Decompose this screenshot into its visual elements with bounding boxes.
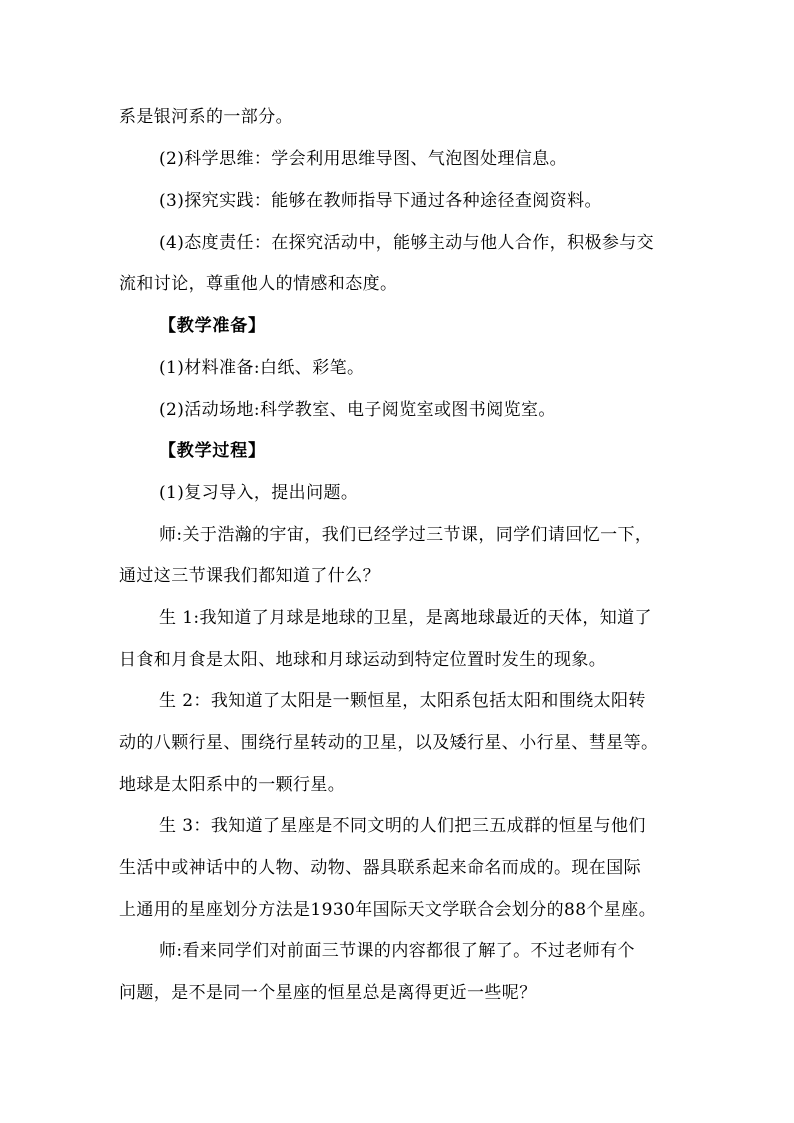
text-line: 地球是太阳系中的一颗行星。: [119, 775, 346, 795]
text-line: (3)探究实践：能够在教师指导下通过各种途径查阅资料。: [159, 191, 602, 211]
text-line: 师:看来同学们对前面三节课的内容都很了解了。不过老师有个: [159, 941, 635, 961]
text-line: 上通用的星座划分方法是1930年国际天文学联合会划分的88个星座。: [119, 900, 657, 920]
text-line: (4)态度责任：在探究活动中，能够主动与他人合作，积极参与交: [159, 233, 655, 253]
text-line: (1)材料准备:白纸、彩笔。: [159, 358, 365, 378]
text-line: 系是银河系的一部分。: [119, 107, 293, 127]
text-line: 动的八颗行星、围绕行星转动的卫星，以及矮行星、小行星、彗星等。: [119, 733, 659, 753]
text-line: 流和讨论，尊重他人的情感和态度。: [119, 274, 398, 294]
text-line: 生 1:我知道了月球是地球的卫星，是离地球最近的天体，知道了: [159, 608, 652, 628]
text-line: 生活中或神话中的人物、动物、器具联系起来命名而成的。现在国际: [119, 858, 641, 878]
text-line: 师:关于浩瀚的宇宙，我们已经学过三节课，同学们请回忆一下，: [159, 525, 653, 545]
text-line: (1)复习导入，提出问题。: [159, 483, 359, 503]
text-line: 问题，是不是同一个星座的恒星总是离得更近一些呢？: [119, 983, 537, 1003]
section-heading: 【教学准备】: [159, 316, 266, 336]
text-line: 生 2：我知道了太阳是一颗恒星，太阳系包括太阳和围绕太阳转: [159, 691, 646, 711]
section-heading: 【教学过程】: [159, 441, 266, 461]
text-line: 通过这三节课我们都知道了什么？: [119, 566, 380, 586]
text-line: 生 3：我知道了星座是不同文明的人们把三五成群的恒星与他们: [159, 816, 646, 836]
text-line: (2)活动场地:科学教室、电子阅览室或图书阅览室。: [159, 400, 556, 420]
text-line: (2)科学思维：学会利用思维导图、气泡图处理信息。: [159, 149, 568, 169]
text-line: 日食和月食是太阳、地球和月球运动到特定位置时发生的现象。: [119, 650, 607, 670]
